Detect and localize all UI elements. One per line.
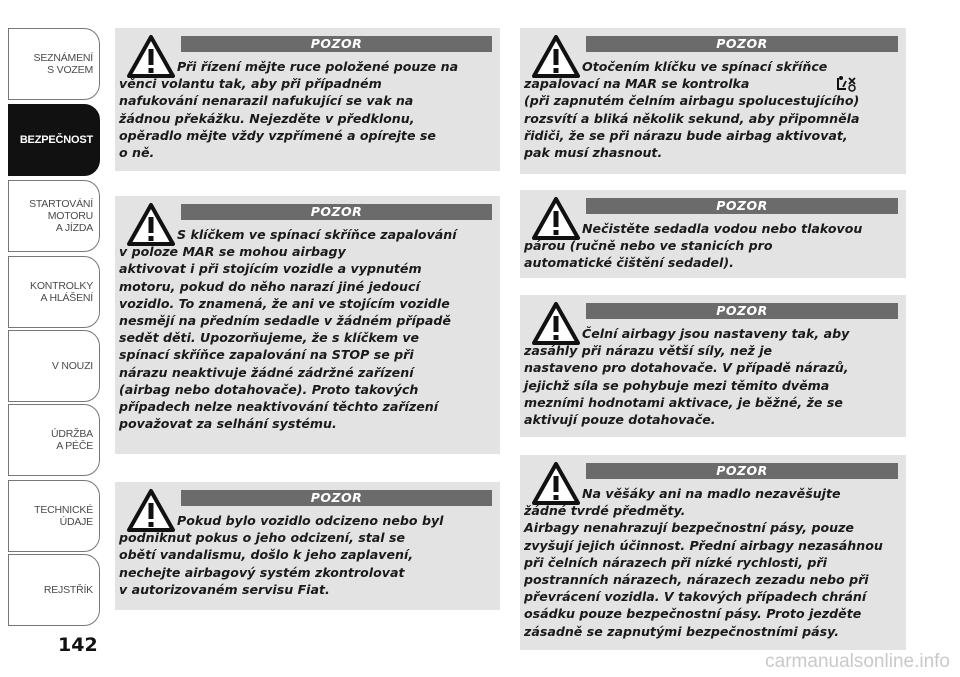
tab-label: KONTROLKY A HLÁŠENÍ	[30, 280, 93, 304]
warning-text: S klíčkem ve spínací skříňce zapalování v poloze MAR se mohou airbagy aktivovat i při stojícím vozidle a vypnutém motoru, pokud do něho narazí jiné jedoucí vozidlo. To znamená, že ani ve stojícím vozidle nesmějí na předním sedadle v žádném případě sedět děti. Upozorňujeme, že s klíčkem ve spínací skříňce zapalování na STOP se při nárazu neaktivuje žádné zádržné zařízení (airbag nebo dotahovače). Proto takových případech nelze neaktivování těchto zařízení považovat za selhání systému.	[119, 227, 457, 432]
warning-header: POZOR	[586, 303, 898, 319]
warning-box	[115, 196, 500, 454]
warning-box	[520, 295, 906, 437]
warning-box	[520, 455, 906, 650]
warning-box	[115, 28, 500, 171]
warning-text: Pokud bylo vozidlo odcizeno nebo byl podniknut pokus o jeho odcizení, stal se obětí vandalismu, došlo k jeho zaplavení, nechejte airbagový systém zkontrolovat v autorizovaném servisu Fiat.	[119, 513, 444, 597]
tab-label: V NOUZI	[51, 360, 93, 372]
tab-bezpecnost[interactable]	[8, 104, 100, 176]
airbag-off-icon	[835, 75, 857, 93]
warning-text: Na věšáky ani na madlo nezavěšujte žádné tvrdé předměty. Airbagy nenahrazují bezpečnostní pásy, pouze zvyšují jejich účinnost. Přední airbagy nezasáhnou při čelních nárazech při nízké rychlosti, při postranních nárazech, nárazech zezadu nebo při převrácení vozidla. V takových případech chrání osádku pouze bezpečnostní pásy. Proto jezděte zásadně se zapnutými bezpečnostními pásy.	[524, 486, 883, 639]
warning-box	[520, 28, 906, 174]
warning-header: POZOR	[586, 198, 898, 214]
tab-label: SEZNÁMENÍ S VOZEM	[33, 52, 93, 76]
tab-v-nouzi[interactable]	[8, 330, 100, 402]
warning-text: Čelní airbagy jsou nastaveny tak, aby zasáhly při nárazu větší síly, než je nastaveno pro dotahovače. V případě nárazů, jejichž síla se pohybuje mezi těmito dvěma mezními hodnotami aktivace, je běžné, že se aktivují pouze dotahovače.	[524, 326, 850, 428]
warning-header: POZOR	[181, 204, 492, 220]
warning-header: POZOR	[181, 36, 492, 52]
warning-text: Otočením klíčku ve spínací skříňce zapalovací na MAR se kontrolka (při zapnutém čelním airbagu spolucestujícího) rozsvítí a bliká několik sekund, aby připomněla řidiči, že se při nárazu bude airbag aktivovat, pak musí zhasnout.	[524, 59, 860, 161]
warning-box	[520, 190, 906, 278]
tab-label: REJSTŘÍK	[43, 584, 93, 596]
tab-udrzba[interactable]	[8, 404, 100, 476]
tab-label: ÚDRŽBA A PÉČE	[51, 428, 93, 452]
tab-label: TECHNICKÉ ÚDAJE	[34, 504, 93, 528]
tab-kontrolky[interactable]	[8, 256, 100, 328]
warning-header: POZOR	[586, 36, 898, 52]
tab-startovani[interactable]	[8, 180, 100, 252]
page-number: 142	[58, 634, 98, 656]
warning-box	[115, 482, 500, 610]
warning-text: Při řízení mějte ruce položené pouze na věnci volantu tak, aby při případném nafukování nenarazil nafukující se vak na žádnou překážku. Nejezděte v předklonu, opěradlo mějte vždy vzpřímené a opírejte se o ně.	[119, 59, 459, 161]
tab-rejstrik[interactable]	[8, 554, 100, 626]
warning-text: Nečistěte sedadla vodou nebo tlakovou párou (ručně nebo ve stanicích pro automatické čištění sedadel).	[524, 221, 863, 271]
tab-label: BEZPEČNOST	[19, 134, 93, 146]
warning-header: POZOR	[181, 490, 492, 506]
tab-technicke[interactable]	[8, 480, 100, 552]
tab-seznameni[interactable]	[8, 28, 100, 100]
warning-header: POZOR	[586, 463, 898, 479]
watermark: carmanualsonline.info	[765, 651, 950, 672]
tab-label: STARTOVÁNÍ MOTORU A JÍZDA	[29, 198, 93, 234]
